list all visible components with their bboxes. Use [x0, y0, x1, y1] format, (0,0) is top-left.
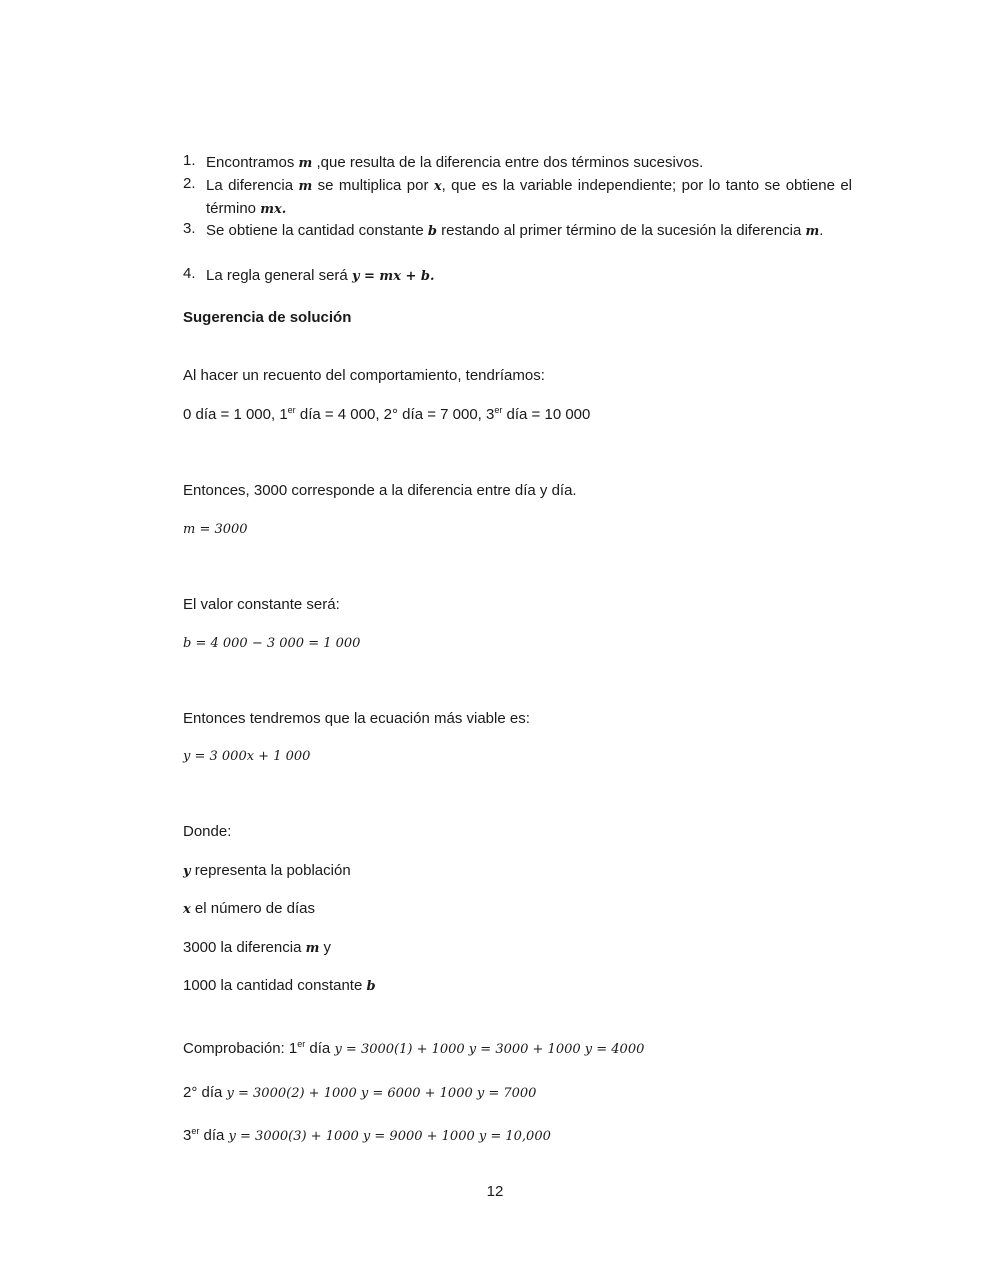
paragraph: Entonces, 3000 corresponde a la diferencia entre día y día. [183, 482, 577, 499]
math-var: x [433, 179, 442, 194]
text: Comprobación: 1 [183, 1040, 298, 1057]
math-var: m [298, 156, 313, 171]
superscript: er [297, 1039, 306, 1049]
check-line [183, 1084, 536, 1101]
text: 0 día = 1 000, 1 [183, 406, 288, 423]
text: Se obtiene la cantidad constante [206, 222, 428, 239]
math-equation [183, 522, 248, 537]
text: día = 4 000, 2° día = 7 000, 3 [295, 406, 495, 423]
text: La regla general será [206, 267, 352, 284]
list-number: 1. [183, 152, 196, 169]
paragraph: Entonces tendremos que la ecuación más viable es: [183, 710, 530, 727]
equation-text: m = 3000 [183, 522, 248, 537]
text: ,que resulta de la diferencia entre dos términos sucesivos. [312, 154, 704, 171]
list-text [206, 265, 852, 288]
legend-line [183, 862, 351, 879]
superscript: er [494, 405, 503, 415]
text: restando al primer término de la sucesión la diferencia [436, 222, 806, 239]
text: día = 10 000 [502, 406, 591, 423]
list-text [206, 152, 852, 175]
math-equation: y = 3000(2) + 1000 y = 6000 + 1000 y = 7000 [226, 1086, 537, 1101]
math-equation: b = 4 000 − 3 000 = 1 000 [183, 636, 361, 651]
math-var: m [298, 179, 313, 194]
math-equation: y = 3 000x + 1 000 [183, 749, 311, 764]
legend-line [183, 900, 315, 917]
text: el número de días [190, 900, 316, 917]
text: , que es la variable independiente; por lo tanto se obtiene el término [206, 177, 852, 217]
math-equation: y = 3000(1) + 1000 y = 3000 + 1000 y = 4000 [334, 1042, 645, 1057]
text: día [305, 1040, 335, 1057]
sequence-line [183, 405, 590, 423]
text: 2° día [183, 1084, 227, 1101]
text: 3000 la diferencia [183, 939, 306, 956]
text: 1000 la cantidad constante [183, 977, 367, 994]
text: y [319, 939, 332, 956]
math-equation: y = 3000(3) + 1000 y = 9000 + 1000 y = 10,000 [228, 1129, 551, 1144]
check-line [183, 1126, 551, 1144]
text: . [819, 222, 824, 239]
page-number: 12 [486, 1183, 504, 1200]
math-var: m [805, 224, 820, 239]
list-text [206, 220, 852, 243]
math-equation: y = mx + b. [351, 269, 435, 284]
math-var: m [305, 941, 320, 956]
paragraph: Donde: [183, 823, 232, 840]
math-var: x [183, 902, 191, 917]
list-text [206, 175, 852, 221]
paragraph: El valor constante será: [183, 596, 340, 613]
math-var: b [427, 224, 437, 239]
text: Encontramos [206, 154, 299, 171]
paragraph: Al hacer un recuento del comportamiento, tendríamos: [183, 367, 545, 384]
section-heading: Sugerencia de solución [183, 309, 352, 326]
legend-line [183, 977, 376, 994]
list-number: 4. [183, 265, 196, 282]
text: se multiplica por [312, 177, 434, 194]
list-number: 2. [183, 175, 196, 192]
text: día [199, 1127, 229, 1144]
check-line [183, 1039, 644, 1057]
math-var: b [366, 979, 376, 994]
superscript: er [191, 1126, 200, 1136]
list-number: 3. [183, 220, 196, 237]
math-var: mx. [260, 202, 287, 217]
math-var: y [183, 864, 191, 879]
legend-line [183, 939, 331, 956]
superscript: er [287, 405, 296, 415]
text: 3 [183, 1127, 192, 1144]
text: representa la población [190, 862, 351, 879]
text: La diferencia [206, 177, 299, 194]
